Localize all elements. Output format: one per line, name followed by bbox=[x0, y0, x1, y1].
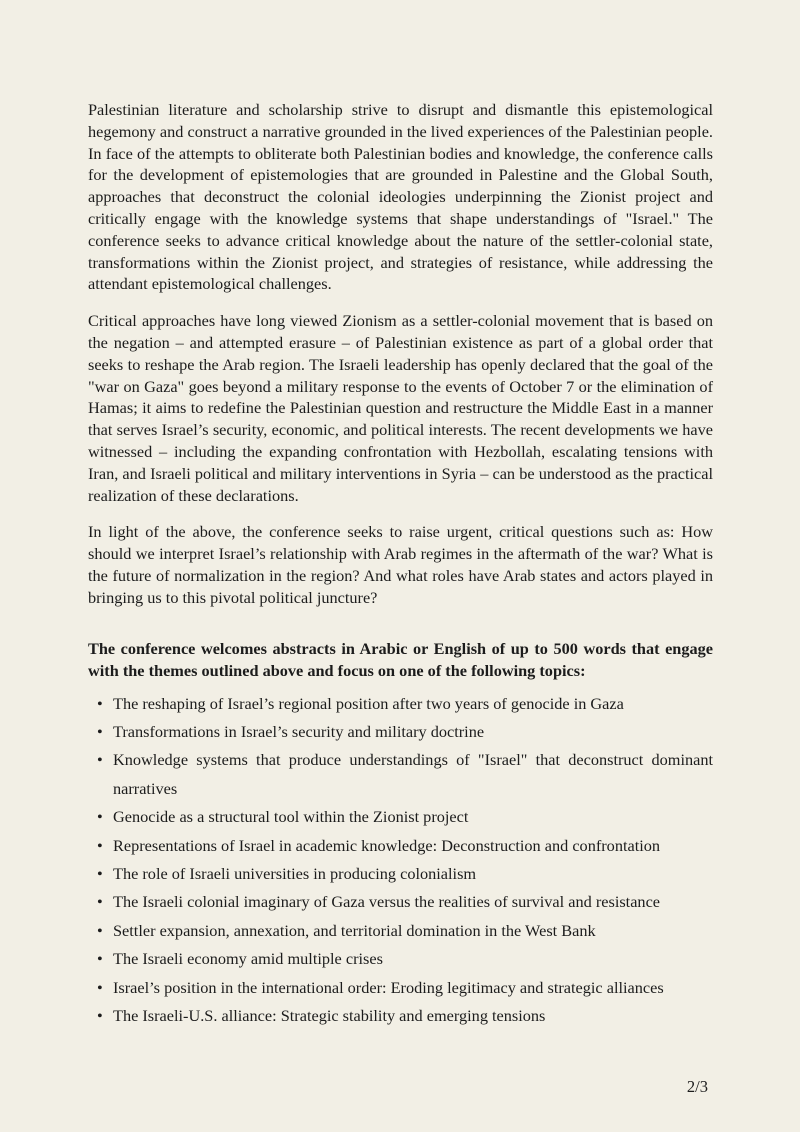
topic-item: • Israel’s position in the international order: Eroding legitimacy and strategic alliances bbox=[88, 974, 713, 1002]
topic-item: • Genocide as a structural tool within the Zionist project bbox=[88, 803, 713, 831]
page-content bbox=[88, 99, 713, 1030]
paragraph-settler-colonial: Critical approaches have long viewed Zionism as a settler-colonial movement that is based on the negation – and attempted erasure – of Palestinian existence as part of a global order that seeks to reshape the Arab region. The Israeli leadership has openly declared that the goal of the "war on Gaza" goes beyond a military response to the events of October 7 or the elimination of Hamas; it aims to redefine the Palestinian question and restructure the Middle East in a manner that serves Israel’s security, economic, and political interests. The recent developments we have witnessed – including the expanding confrontation with Hezbollah, escalating tensions with Iran, and Israeli political and military interventions in Syria – can be understood as the practical realization of these declarations. bbox=[88, 311, 713, 505]
paragraph-questions: In light of the above, the conference seeks to raise urgent, critical questions such as: How should we interpret Israel’s relationship with Arab regimes in the aftermath of the war? What is the future of normalization in the region? And what roles have Arab states and actors played in bringing us to this pivotal political juncture? bbox=[88, 522, 713, 607]
topics-list bbox=[88, 690, 713, 1031]
topic-item: • The Israeli colonial imaginary of Gaza versus the realities of survival and resistance bbox=[88, 888, 713, 916]
page-number: 2/3 bbox=[686, 1077, 708, 1096]
topic-item: • The Israeli economy amid multiple crises bbox=[88, 945, 713, 973]
topic-item: • Representations of Israel in academic knowledge: Deconstruction and confrontation bbox=[88, 832, 713, 860]
topic-item: • The role of Israeli universities in producing colonialism bbox=[88, 860, 713, 888]
abstracts-heading: The conference welcomes abstracts in Arabic or English of up to 500 words that engage with the themes outlined above and focus on one of the following topics: bbox=[88, 638, 713, 681]
topic-item: • Knowledge systems that produce understandings of "Israel" that deconstruct dominant narratives bbox=[88, 746, 713, 803]
topic-item: • Settler expansion, annexation, and territorial domination in the West Bank bbox=[88, 917, 713, 945]
topic-item: • Transformations in Israel’s security and military doctrine bbox=[88, 718, 713, 746]
topic-item: • The reshaping of Israel’s regional position after two years of genocide in Gaza bbox=[88, 690, 713, 718]
paragraph-epistemology: Palestinian literature and scholarship strive to disrupt and dismantle this epistemological hegemony and construct a narrative grounded in the lived experiences of the Palestinian people. In face of the attempts to obliterate both Palestinian bodies and knowledge, the conference calls for the development of epistemologies that are grounded in Palestine and the Global South, approaches that deconstruct the colonial ideologies underpinning the Zionist project and critically engage with the knowledge systems that shape understandings of "Israel." The conference seeks to advance critical knowledge about the nature of the settler-colonial state, transformations within the Zionist project, and strategies of resistance, while addressing the attendant epistemological challenges. bbox=[88, 100, 713, 294]
topic-item: • The Israeli-U.S. alliance: Strategic stability and emerging tensions bbox=[88, 1002, 713, 1030]
